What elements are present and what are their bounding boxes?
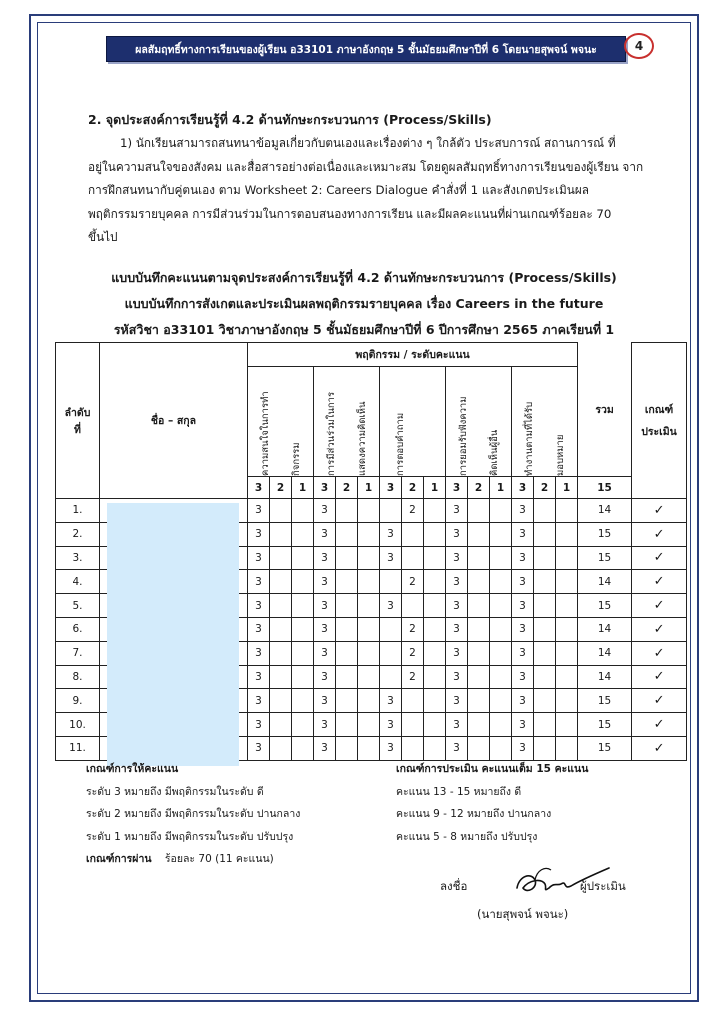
redacted-name	[100, 641, 248, 665]
row-total: 14	[578, 665, 632, 689]
score-cell: 3	[512, 665, 534, 689]
behavior-header: การยอมรับฟังความ คิดเห็นผู้อื่น	[446, 367, 512, 477]
score-cell	[358, 570, 380, 594]
pass-check-icon: ✓	[632, 546, 687, 570]
score-cell: 3	[380, 594, 402, 618]
score-cell: 3	[314, 570, 336, 594]
score-cell: 2	[402, 570, 424, 594]
score-cell	[402, 594, 424, 618]
score-cell	[336, 546, 358, 570]
score-cell	[424, 594, 446, 618]
score-cell: 3	[446, 499, 468, 523]
row-total: 15	[578, 594, 632, 618]
pass-criteria: เกณฑ์การผ่าน ร้อยละ 70 (11 คะแนน)	[86, 853, 274, 865]
row-number: 8.	[56, 665, 100, 689]
score-cell: 3	[380, 522, 402, 546]
scoring-criteria-item: ระดับ 1 หมายถึง มีพฤติกรรมในระดับ ปรับปรุง	[86, 830, 294, 843]
score-cell	[468, 665, 490, 689]
score-cell: 3	[380, 736, 402, 760]
score-cell: 3	[512, 617, 534, 641]
score-cell: 3	[248, 736, 270, 760]
score-cell	[490, 499, 512, 523]
score-cell	[490, 641, 512, 665]
scoring-criteria-title: เกณฑ์การให้คะแนน	[86, 763, 179, 775]
score-cell	[292, 546, 314, 570]
score-cell	[270, 713, 292, 737]
scoring-criteria-item: ระดับ 3 หมายถึง มีพฤติกรรมในระดับ ดี	[86, 785, 264, 798]
score-cell: 3	[512, 546, 534, 570]
score-cell	[270, 641, 292, 665]
score-cell	[292, 522, 314, 546]
score-cell	[270, 570, 292, 594]
score-cell	[424, 689, 446, 713]
scoring-criteria	[86, 758, 300, 871]
score-cell: 3	[512, 522, 534, 546]
score-cell	[402, 713, 424, 737]
score-cell	[292, 499, 314, 523]
paragraph-line-1: 1) นักเรียนสามารถสนทนาข้อมูลเกี่ยวกับตนเองและเรื่องต่าง ๆ ใกล้ตัว ประสบการณ์ สถานการณ์ ที่	[120, 136, 616, 150]
score-cell	[534, 522, 556, 546]
score-cell: 3	[446, 570, 468, 594]
score-cell	[336, 617, 358, 641]
row-total: 15	[578, 522, 632, 546]
score-cell	[380, 570, 402, 594]
score-cell	[358, 736, 380, 760]
row-total: 14	[578, 499, 632, 523]
score-cell	[336, 736, 358, 760]
row-number: 3.	[56, 546, 100, 570]
table-row	[56, 713, 687, 737]
table-row	[56, 736, 687, 760]
score-cell: 3	[314, 594, 336, 618]
score-cell: 2	[402, 641, 424, 665]
level-header: 1	[424, 477, 446, 499]
score-cell: 3	[248, 665, 270, 689]
score-cell	[424, 499, 446, 523]
redacted-name	[100, 617, 248, 641]
row-number: 10.	[56, 713, 100, 737]
evaluation-criteria-title: เกณฑ์การประเมิน คะแนนเต็ม 15 คะแนน	[396, 763, 589, 775]
score-cell	[490, 713, 512, 737]
score-cell	[424, 522, 446, 546]
score-cell	[292, 617, 314, 641]
row-total: 15	[578, 546, 632, 570]
score-cell	[490, 736, 512, 760]
paragraph-line-4: พฤติกรรมรายบุคคล การมีส่วนร่วมในการตอบสนองทางการเรียน และมีผลคะแนนที่ผ่านเกณฑ์ร้อยละ 70	[88, 206, 612, 221]
col-header-total: รวม	[578, 343, 632, 477]
score-cell	[424, 665, 446, 689]
score-cell	[270, 594, 292, 618]
score-cell: 3	[248, 522, 270, 546]
record-title-1: แบบบันทึกคะแนนตามจุดประสงค์การเรียนรู้ที่ 4.2 ด้านทักษะกระบวนการ (Process/Skills)	[111, 270, 617, 285]
score-table	[55, 342, 687, 761]
score-cell	[380, 641, 402, 665]
row-number: 7.	[56, 641, 100, 665]
score-cell: 3	[314, 522, 336, 546]
evaluator-role: ผู้ประเมิน	[580, 879, 626, 893]
score-cell: 3	[248, 617, 270, 641]
score-cell	[380, 617, 402, 641]
paragraph-line-3: การฝึกสนทนากับคู่ตนเอง ตาม Worksheet 2: Careers Dialogue คำสั่งที่ 1 และสังเกตประเมินผล	[88, 183, 589, 197]
score-cell: 3	[512, 594, 534, 618]
score-cell	[336, 570, 358, 594]
objective-paragraph	[88, 132, 648, 250]
score-cell	[270, 499, 292, 523]
score-cell: 3	[512, 736, 534, 760]
col-header-no: ลำดับ ที่	[56, 343, 100, 499]
level-header: 2	[534, 477, 556, 499]
score-cell	[468, 736, 490, 760]
score-cell	[402, 546, 424, 570]
row-number: 9.	[56, 689, 100, 713]
score-cell	[358, 665, 380, 689]
score-cell	[534, 594, 556, 618]
col-header-name: ชื่อ – สกุล	[100, 343, 248, 499]
header-banner	[106, 36, 626, 62]
table-row	[56, 617, 687, 641]
score-cell: 3	[380, 689, 402, 713]
scoring-criteria-item: ระดับ 2 หมายถึง มีพฤติกรรมในระดับ ปานกลาง	[86, 808, 301, 820]
table-row	[56, 522, 687, 546]
row-total: 15	[578, 689, 632, 713]
row-number: 4.	[56, 570, 100, 594]
score-cell	[358, 641, 380, 665]
score-cell: 3	[446, 546, 468, 570]
score-cell: 3	[446, 522, 468, 546]
score-cell: 2	[402, 499, 424, 523]
score-cell	[490, 689, 512, 713]
level-header: 2	[468, 477, 490, 499]
section-title: 2. จุดประสงค์การเรียนรู้ที่ 4.2 ด้านทักษะกระบวนการ (Process/Skills)	[88, 112, 492, 127]
table-row	[56, 499, 687, 523]
score-cell	[556, 594, 578, 618]
score-cell	[468, 641, 490, 665]
redacted-name	[100, 689, 248, 713]
score-cell	[534, 641, 556, 665]
level-header: 3	[248, 477, 270, 499]
score-cell	[490, 546, 512, 570]
score-cell	[556, 499, 578, 523]
level-header: 3	[446, 477, 468, 499]
row-total: 15	[578, 736, 632, 760]
score-cell: 3	[446, 689, 468, 713]
score-cell: 3	[446, 736, 468, 760]
level-header: 2	[336, 477, 358, 499]
redacted-name	[100, 736, 248, 760]
behavior-header: การมีส่วนร่วมในการ แสดงความคิดเห็น	[314, 367, 380, 477]
score-cell	[402, 689, 424, 713]
behavior-header: ทำงานตามที่ได้รับ มอบหมาย	[512, 367, 578, 477]
score-cell: 2	[402, 617, 424, 641]
score-cell	[468, 546, 490, 570]
score-cell	[490, 522, 512, 546]
table-row	[56, 689, 687, 713]
score-cell	[424, 713, 446, 737]
page-number-badge	[624, 33, 654, 59]
redacted-name	[100, 570, 248, 594]
score-cell: 3	[248, 713, 270, 737]
sign-label: ลงชื่อ	[440, 879, 468, 893]
evaluation-criteria-item: คะแนน 5 - 8 หมายถึง ปรับปรุง	[396, 830, 538, 843]
score-cell: 3	[380, 546, 402, 570]
score-cell	[380, 665, 402, 689]
row-number: 5.	[56, 594, 100, 618]
score-cell: 3	[512, 570, 534, 594]
redacted-name	[100, 546, 248, 570]
record-title-3: รหัสวิชา อ33101 วิชาภาษาอังกฤษ 5 ชั้นมัธยมศึกษาปีที่ 6 ปีการศึกษา 2565 ภาคเรียนที่ 1	[113, 322, 615, 337]
score-cell	[336, 713, 358, 737]
score-cell	[424, 736, 446, 760]
score-cell	[270, 689, 292, 713]
pass-check-icon: ✓	[632, 570, 687, 594]
score-cell	[358, 546, 380, 570]
score-cell	[270, 665, 292, 689]
redacted-name	[100, 594, 248, 618]
score-cell: 2	[402, 665, 424, 689]
score-cell	[556, 617, 578, 641]
score-cell	[468, 594, 490, 618]
pass-check-icon: ✓	[632, 617, 687, 641]
col-header-criteria: เกณฑ์ประเมิน	[632, 343, 687, 499]
score-cell	[402, 736, 424, 760]
score-cell: 3	[314, 499, 336, 523]
page-number: 4	[634, 39, 644, 53]
level-header: 2	[402, 477, 424, 499]
score-cell	[270, 617, 292, 641]
max-total-header: 15	[578, 477, 632, 499]
score-cell	[534, 665, 556, 689]
score-cell	[424, 641, 446, 665]
score-cell: 3	[314, 546, 336, 570]
behavior-header: การตอบคำถาม	[380, 367, 446, 477]
score-cell: 3	[446, 641, 468, 665]
level-header: 1	[556, 477, 578, 499]
score-cell	[534, 736, 556, 760]
score-cell	[556, 689, 578, 713]
level-header: 3	[380, 477, 402, 499]
evaluation-criteria-item: คะแนน 9 - 12 หมายถึง ปานกลาง	[396, 808, 552, 820]
row-number: 1.	[56, 499, 100, 523]
score-cell: 3	[512, 689, 534, 713]
score-cell	[534, 689, 556, 713]
level-header: 1	[292, 477, 314, 499]
redacted-name	[100, 713, 248, 737]
score-cell: 3	[248, 594, 270, 618]
score-cell	[468, 617, 490, 641]
score-cell	[358, 594, 380, 618]
score-cell	[292, 570, 314, 594]
score-cell: 3	[512, 499, 534, 523]
score-cell: 3	[446, 594, 468, 618]
score-cell	[556, 665, 578, 689]
table-row	[56, 665, 687, 689]
score-cell	[468, 689, 490, 713]
evaluator-name: (นายสุพจน์ พจนะ)	[477, 907, 569, 921]
score-cell	[402, 522, 424, 546]
score-cell: 3	[446, 617, 468, 641]
pass-check-icon: ✓	[632, 713, 687, 737]
score-cell	[468, 522, 490, 546]
table-row	[56, 594, 687, 618]
score-cell	[490, 570, 512, 594]
score-cell	[270, 546, 292, 570]
score-cell	[534, 713, 556, 737]
score-cell	[380, 499, 402, 523]
table-row	[56, 570, 687, 594]
score-cell	[292, 713, 314, 737]
score-cell	[292, 665, 314, 689]
pass-check-icon: ✓	[632, 689, 687, 713]
score-cell	[358, 617, 380, 641]
score-cell	[358, 713, 380, 737]
paragraph-line-2: อยู่ในความสนใจของสังคม และสื่อสารอย่างต่อเนื่องและเหมาะสม โดยดูผลสัมฤทธิ์ทางการเรียนของผู้เรียน จาก	[88, 159, 644, 174]
level-header: 1	[358, 477, 380, 499]
pass-check-icon: ✓	[632, 665, 687, 689]
behavior-header: ความสนใจในการทำ กิจกรรม	[248, 367, 314, 477]
header-title: ผลสัมฤทธิ์ทางการเรียนของผู้เรียน อ33101 ภาษาอังกฤษ 5 ชั้นมัธยมศึกษาปีที่ 6 โดยนายสุพจน์ พจนะ	[135, 43, 597, 56]
score-cell: 3	[248, 570, 270, 594]
score-cell	[534, 499, 556, 523]
score-cell	[292, 736, 314, 760]
score-cell: 3	[248, 689, 270, 713]
score-cell	[556, 641, 578, 665]
score-cell	[336, 522, 358, 546]
pass-check-icon: ✓	[632, 499, 687, 523]
score-cell	[336, 594, 358, 618]
pass-check-icon: ✓	[632, 641, 687, 665]
score-cell	[292, 594, 314, 618]
score-cell	[358, 499, 380, 523]
score-cell: 3	[512, 713, 534, 737]
score-cell	[490, 594, 512, 618]
redacted-name	[100, 499, 248, 523]
score-cell	[534, 546, 556, 570]
paragraph-line-5: ขึ้นไป	[88, 230, 118, 244]
level-header: 2	[270, 477, 292, 499]
row-total: 14	[578, 641, 632, 665]
score-cell: 3	[248, 641, 270, 665]
score-cell	[556, 713, 578, 737]
score-cell	[556, 736, 578, 760]
evaluation-criteria	[396, 758, 588, 848]
score-cell	[270, 522, 292, 546]
level-header: 3	[314, 477, 336, 499]
score-cell	[336, 689, 358, 713]
score-cell	[534, 617, 556, 641]
col-header-behavior: พฤติกรรม / ระดับคะแนน	[248, 343, 578, 367]
redacted-name	[100, 665, 248, 689]
score-cell	[424, 617, 446, 641]
score-cell	[358, 522, 380, 546]
score-cell: 3	[314, 665, 336, 689]
score-cell	[556, 546, 578, 570]
redacted-name	[100, 522, 248, 546]
row-number: 11.	[56, 736, 100, 760]
score-cell: 3	[314, 689, 336, 713]
score-cell	[556, 570, 578, 594]
row-total: 15	[578, 713, 632, 737]
pass-check-icon: ✓	[632, 594, 687, 618]
score-cell: 3	[314, 736, 336, 760]
score-cell	[468, 499, 490, 523]
score-cell	[336, 499, 358, 523]
score-cell	[336, 641, 358, 665]
pass-check-icon: ✓	[632, 736, 687, 760]
pass-check-icon: ✓	[632, 522, 687, 546]
score-cell	[556, 522, 578, 546]
score-cell: 3	[446, 713, 468, 737]
record-title-2: แบบบันทึกการสังเกตและประเมินผลพฤติกรรมรายบุคคล เรื่อง Careers in the future	[124, 296, 604, 311]
score-cell: 3	[248, 499, 270, 523]
score-cell	[424, 546, 446, 570]
score-cell	[534, 570, 556, 594]
row-number: 6.	[56, 617, 100, 641]
score-cell: 3	[380, 713, 402, 737]
level-header: 1	[490, 477, 512, 499]
score-cell	[468, 570, 490, 594]
score-cell: 3	[314, 641, 336, 665]
row-total: 14	[578, 570, 632, 594]
score-cell	[336, 665, 358, 689]
row-total: 14	[578, 617, 632, 641]
score-cell	[292, 689, 314, 713]
row-number: 2.	[56, 522, 100, 546]
score-cell	[358, 689, 380, 713]
score-cell	[468, 713, 490, 737]
score-cell	[424, 570, 446, 594]
table-row	[56, 546, 687, 570]
score-cell: 3	[314, 713, 336, 737]
score-cell	[490, 665, 512, 689]
level-header: 3	[512, 477, 534, 499]
score-cell: 3	[446, 665, 468, 689]
score-cell	[490, 617, 512, 641]
score-cell	[270, 736, 292, 760]
score-cell	[292, 641, 314, 665]
score-cell: 3	[512, 641, 534, 665]
score-cell: 3	[314, 617, 336, 641]
evaluation-criteria-item: คะแนน 13 - 15 หมายถึง ดี	[396, 785, 522, 798]
table-row	[56, 641, 687, 665]
score-cell: 3	[248, 546, 270, 570]
